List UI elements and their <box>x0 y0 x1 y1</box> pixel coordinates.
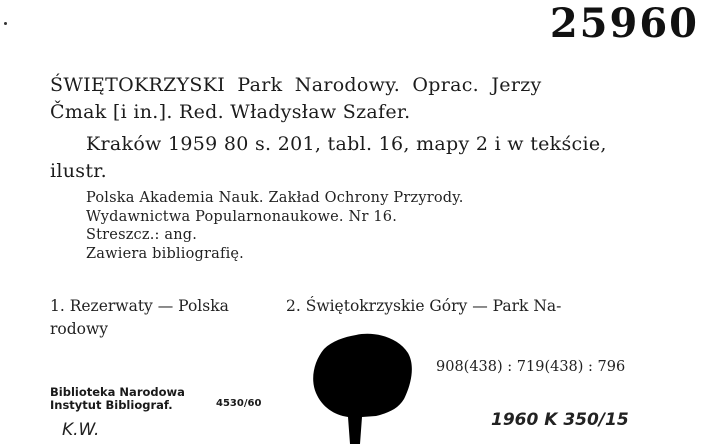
card-number: 25960 <box>549 0 699 47</box>
subject-heading-2-continuation: rodowy <box>50 320 109 338</box>
library-code: 4530/60 <box>216 398 262 409</box>
note-bibliography: Zawiera bibliografię. <box>86 246 244 262</box>
library-name: Biblioteka Narodowa <box>50 385 185 399</box>
imprint-line-2: ilustr. <box>50 160 107 182</box>
note-series-publisher: Polska Akademia Nauk. Zakład Ochrony Przyrody. <box>86 190 464 206</box>
note-series-title: Wydawnictwa Popularnonaukowe. Nr 16. <box>86 209 398 225</box>
heading-line-1: ŚWIĘTOKRZYSKI Park Narodowy. Oprac. Jerzy <box>50 74 542 96</box>
subject-heading-2: 2. Świętokrzyskie Góry — Park Na- <box>286 297 562 315</box>
note-summary-language: Streszcz.: ang. <box>86 227 198 243</box>
subject-heading-1: 1. Rezerwaty — Polska <box>50 297 229 315</box>
punched-hole-mark <box>312 333 416 444</box>
speck <box>4 22 7 25</box>
udc-classification: 908(438) : 719(438) : 796 <box>436 359 626 375</box>
institute-name: Instytut Bibliograf. <box>50 398 173 412</box>
handwritten-initials: K.W. <box>62 420 100 440</box>
heading-line-2: Čmak [i in.]. Red. Władysław Szafer. <box>50 101 411 123</box>
imprint-line-1: Kraków 1959 80 s. 201, tabl. 16, mapy 2 i w tekście, <box>86 133 607 155</box>
handwritten-shelfmark: 1960 K 350/15 <box>491 410 629 430</box>
